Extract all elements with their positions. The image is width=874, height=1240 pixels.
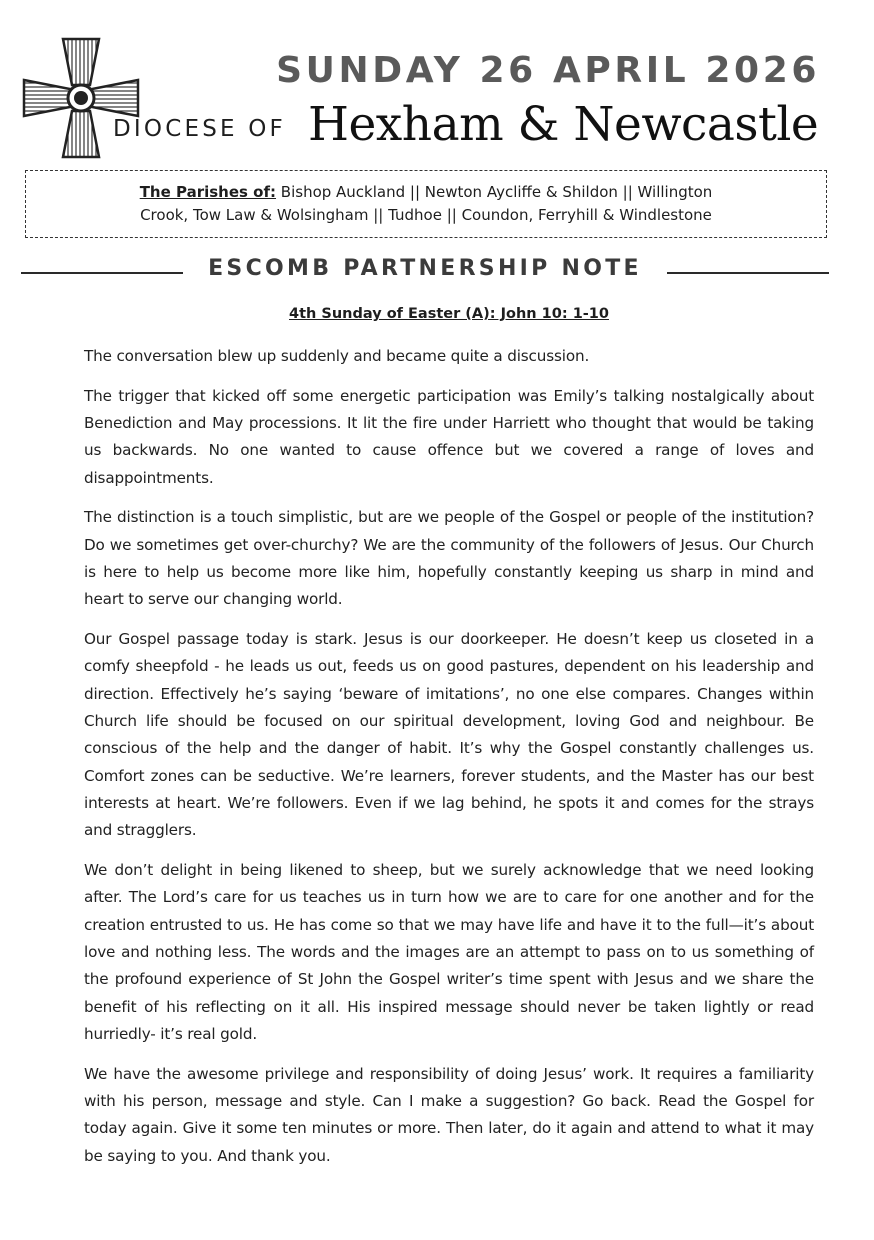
divider-right xyxy=(667,272,829,274)
paragraph: Our Gospel passage today is stark. Jesus is our doorkeeper. He doesn’t keep us closeted in a comfy sheepfold - he leads us out, feeds us on good pastures, dependent on his leadership and direction. Effectively he’s saying ‘beware of imitations’, no one else compares. Changes within Church life should be focused on our spiritual development, loving God and neighbour. Be conscious of the help and the danger of habit. It’s why the Gospel constantly challenges us. Comfort zones can be seductive. We’re learners, forever students, and the Master has our best interests at heart. We’re followers. Even if we lag behind, he spots it and comes for the strays and stragglers. xyxy=(84,630,814,840)
service-date: SUNDAY 26 APRIL 2026 xyxy=(276,50,820,91)
article-body xyxy=(84,343,814,1182)
parishes-list-1: Bishop Auckland || Newton Aycliffe & Shildon || Willington xyxy=(280,183,713,201)
gospel-reference: 4th Sunday of Easter (A): John 10: 1-10 xyxy=(289,306,609,322)
paragraph: The trigger that kicked off some energetic participation was Emily’s talking nostalgically about Benediction and May processions. It lit the fire under Harriett who thought that would be taking us backwards. No one wanted to cause offence but we covered a range of loves and disappointments. xyxy=(84,386,814,487)
diocese-name: Hexham & Newcastle xyxy=(308,97,819,152)
parishes-label: The Parishes of: xyxy=(139,183,277,201)
parishes-box xyxy=(25,170,827,238)
parishes-line-1 xyxy=(140,181,713,204)
paragraph: We don’t delight in being likened to sheep, but we surely acknowledge that we need looking after. The Lord’s care for us teaches us in turn how we are to care for one another and for the creation entrusted to us. He has come so that we may have life and have it to the full—it’s about love and nothing less. The words and the images are an attempt to pass on to us something of the profound experience of St John the Gospel writer’s time spent with Jesus and we share the benefit of his reflecting on it all. His inspired message should never be taken lightly or read hurriedly- it’s real gold. xyxy=(84,861,814,1043)
section-title: ESCOMB PARTNERSHIP NOTE xyxy=(208,256,642,281)
section-header xyxy=(21,254,829,290)
diocese-of-label: DIOCESE OF xyxy=(113,116,286,142)
parishes-list-2: Crook, Tow Law & Wolsingham || Tudhoe || Coundon, Ferryhill & Windlestone xyxy=(140,206,712,224)
paragraph: We have the awesome privilege and responsibility of doing Jesus’ work. It requires a familiarity with his person, message and style. Can I make a suggestion? Go back. Read the Gospel for today again. Give it some ten minutes or more. Then later, do it again and attend to what it may be saying to you. And thank you. xyxy=(84,1064,814,1165)
paragraph: The distinction is a touch simplistic, but are we people of the Gospel or people of the institution? Do we sometimes get over-churchy? We are the community of the followers of Jesus. Our Church is here to help us become more like him, hopefully constantly keeping us sharp in mind and heart to serve our changing world. xyxy=(84,508,814,609)
paragraph: The conversation blew up suddenly and became quite a discussion. xyxy=(84,347,590,365)
